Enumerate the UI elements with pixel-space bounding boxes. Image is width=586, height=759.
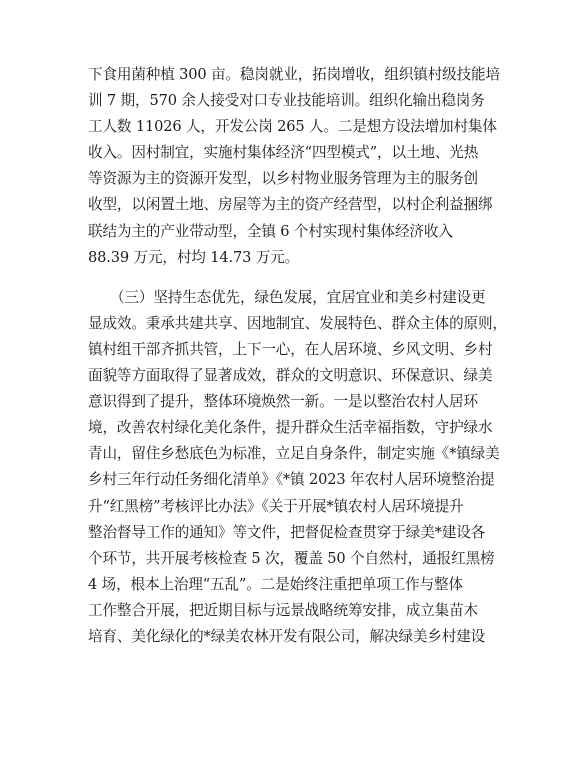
section-heading-line: （三）坚持生态优先，绿色发展，宜居宜业和美乡村建设更	[110, 288, 486, 306]
text-line: 下食用菌种植 300 亩。稳岗就业，拓岗增收，组织镇村级技能培	[88, 66, 500, 83]
text-line: 4 场，根本上治理“五乱”。二是始终注重把单项工作与整体	[88, 575, 463, 593]
text-line: 88.39 万元，村均 14.73 万元。	[88, 248, 300, 266]
text-line: 显成效。秉承共建共享、因地制宜、发展特色、群众主体的原则，	[88, 314, 507, 332]
text-line: 境，改善农村绿化美化条件，提升群众生活幸福指数，守护绿水	[88, 419, 493, 437]
text-line: 培育、美化绿化的*绿美农林开发有限公司，解决绿美乡村建设	[88, 627, 486, 645]
text-line: 整治督导工作的通知》等文件，把督促检查贯穿于绿美*建设各	[88, 523, 486, 541]
text-line: 收入。因村制宜，实施村集体经济“四型模式”，以土地、光热	[88, 144, 479, 162]
text-line: 工作整合开展，把近期目标与远景战略统筹安排，成立集苗木	[88, 601, 478, 619]
text-line: 青山，留住乡愁底色为标准，立足自身条件，制定实施《*镇绿美	[88, 445, 500, 463]
paragraph-spacer	[88, 271, 500, 285]
text-line: 面貌等方面取得了显著成效，群众的文明意识、环保意识、绿美	[88, 367, 493, 385]
text-line: 个环节，共开展考核检查 5 次，覆盖 50 个自然村，通报红黑榜	[88, 549, 495, 567]
text-line: 镇村组干部齐抓共管，上下一心，在人居环境、乡风文明、乡村	[88, 340, 493, 358]
text-line: 意识得到了提升，整体环境焕然一新。一是以整治农村人居环	[88, 393, 478, 411]
text-line: 训 7 期，570 余人接受对口专业技能培训。组织化输出稳岗务	[88, 92, 485, 110]
document-body	[88, 62, 507, 650]
text-line: 升“红黑榜”考核评比办法》《关于开展*镇农村人居环境提升	[88, 497, 464, 515]
text-line: 等资源为主的资源开发型，以乡村物业服务管理为主的服务创	[88, 170, 478, 188]
paragraph-ecology-section	[88, 285, 507, 650]
text-line: 乡村三年行动任务细化清单》《*镇 2023 年农村人居环境整治提	[88, 471, 495, 489]
paragraph-rural-income	[88, 62, 500, 271]
text-line: 工人数 11026 人，开发公岗 265 人。二是想方设法增加村集体	[88, 118, 497, 136]
text-line: 联结为主的产业带动型，全镇 6 个村实现村集体经济收入	[88, 222, 453, 240]
text-line: 收型，以闲置土地、房屋等为主的资产经营型，以村企利益捆绑	[88, 196, 493, 214]
